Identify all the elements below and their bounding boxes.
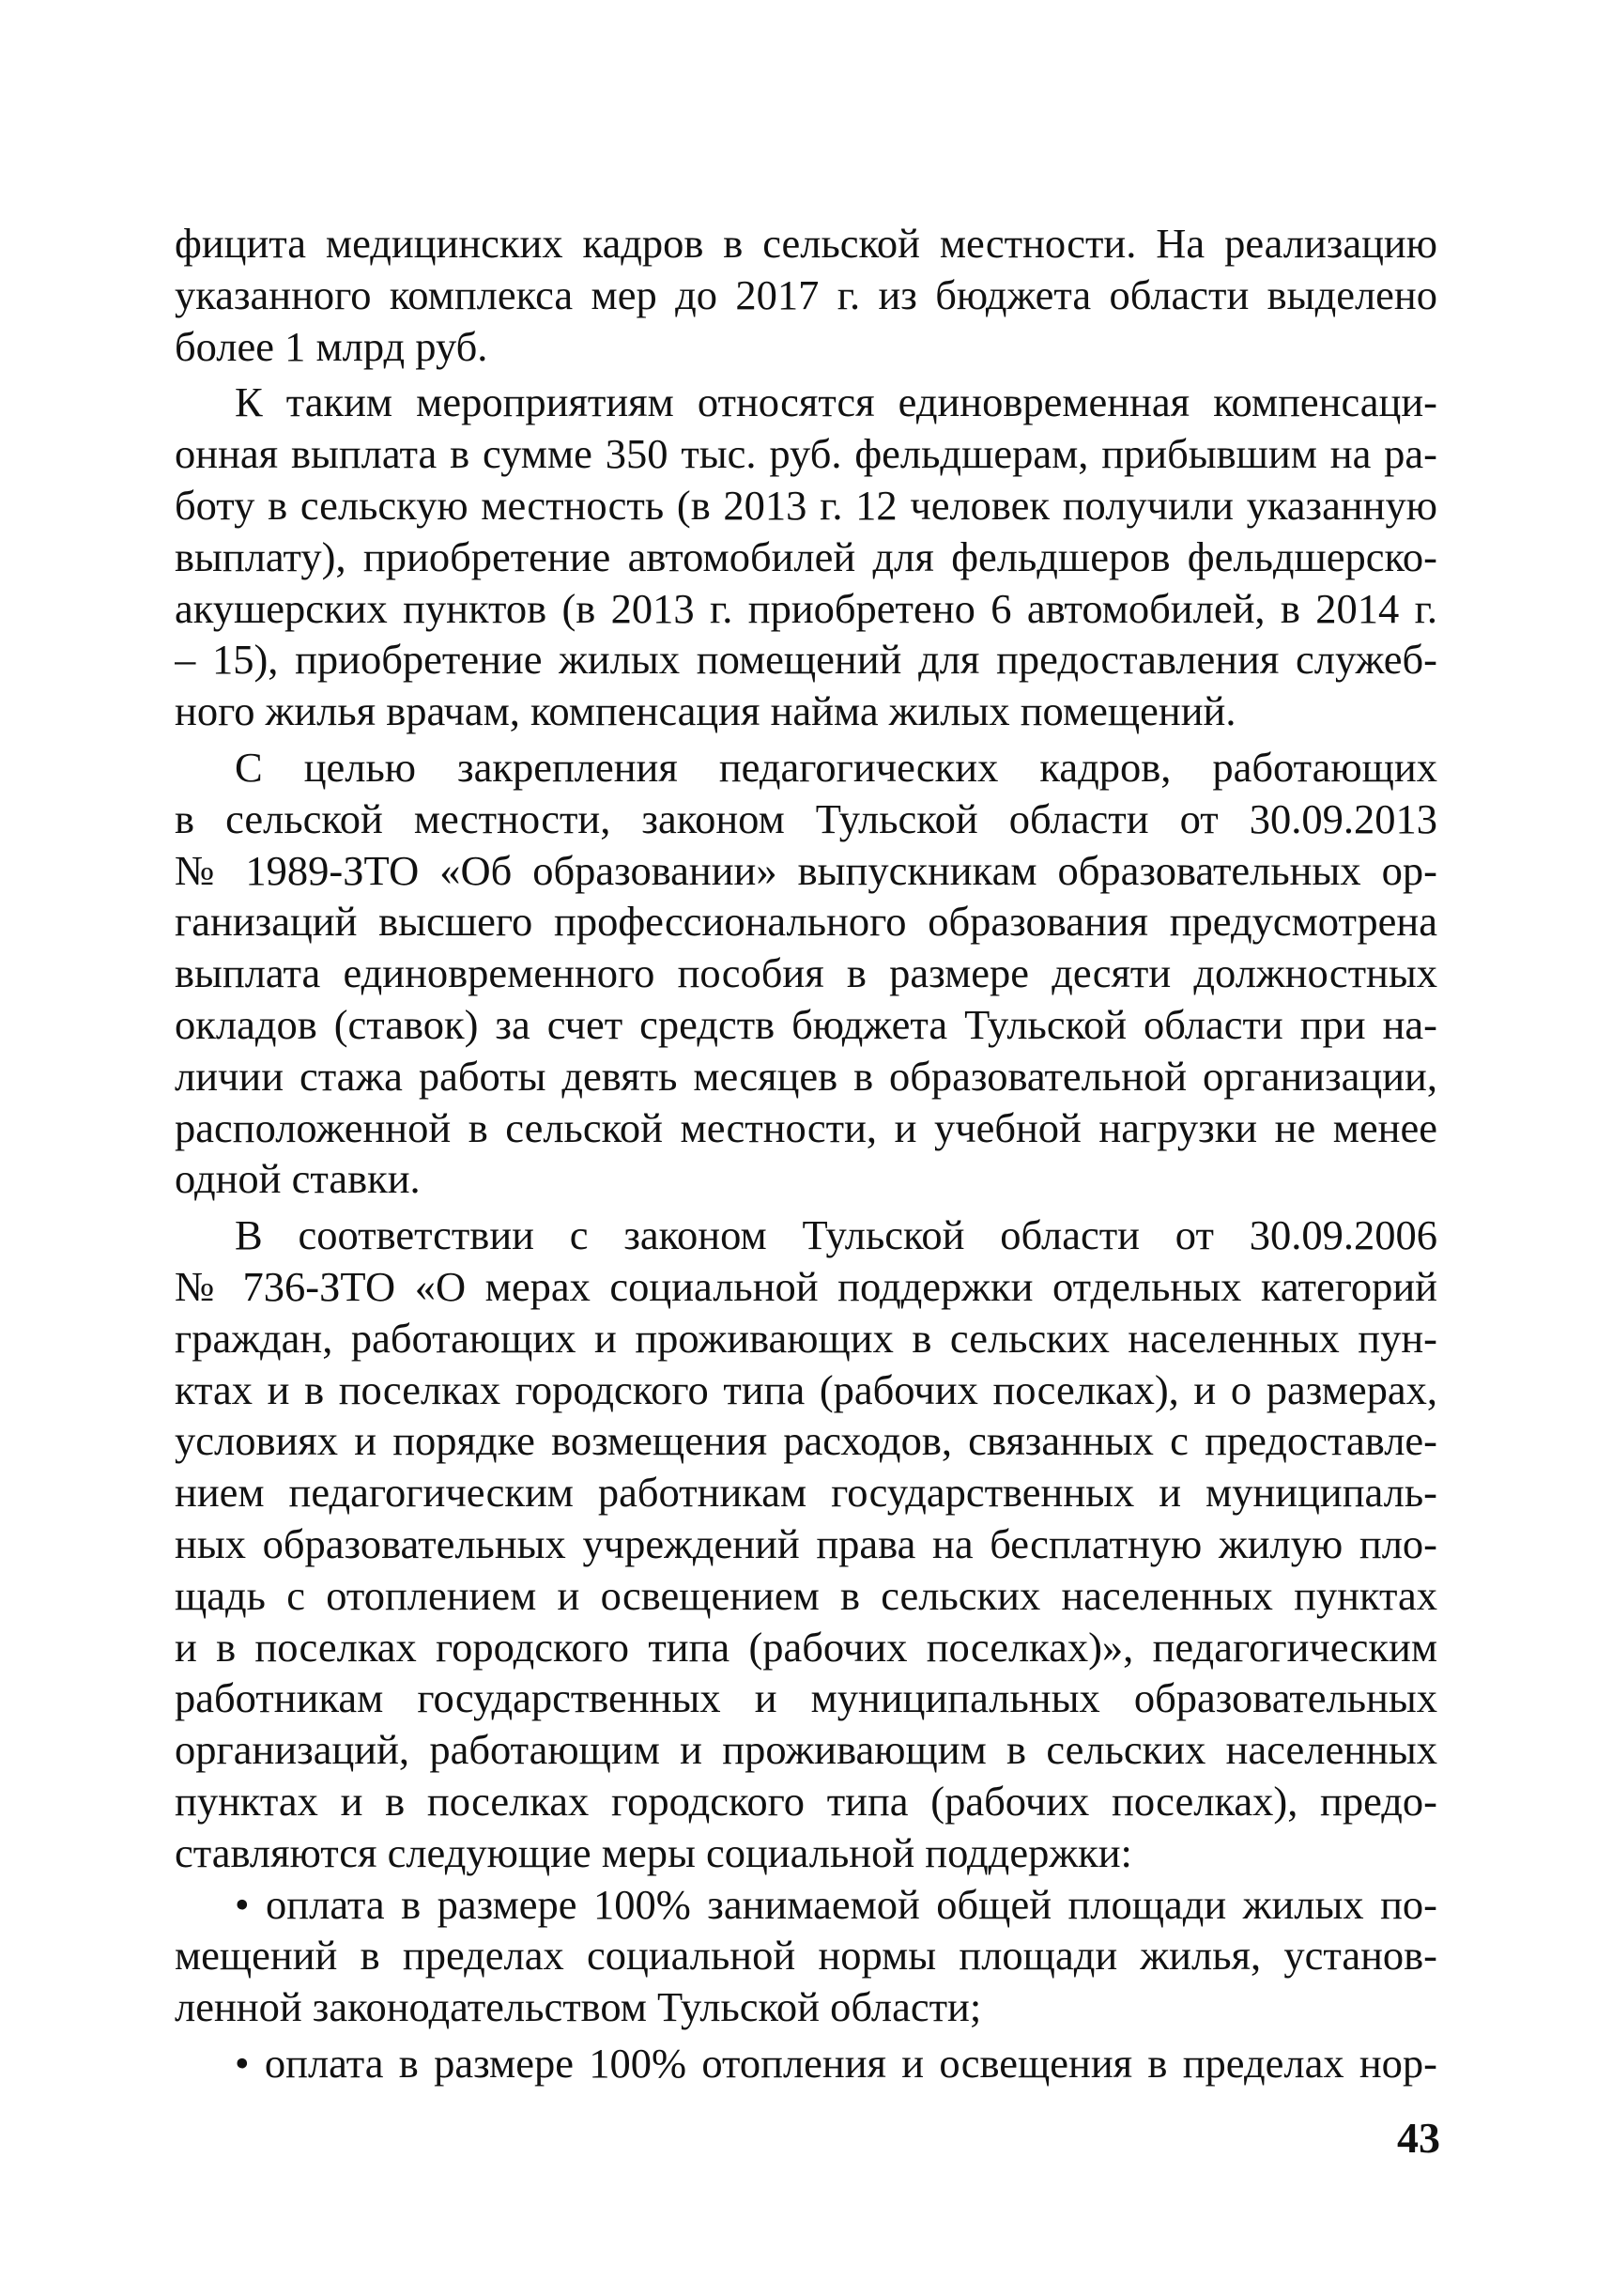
text-line: нием педагогическим работникам государственных и муниципаль- [175,1469,1437,1517]
text-line: одной ставки. [175,1155,421,1203]
text-line: пунктах и в поселках городского типа (рабочих поселках), предо- [175,1777,1437,1825]
text-line: граждан, работающих и проживающих в сельских населенных пун- [175,1314,1437,1362]
bullet-item [175,1879,1437,2033]
text-line: • оплата в размере 100% отопления и освещения в пределах нор- [235,2039,1437,2087]
paragraph [175,1210,1437,1878]
text-line: – 15), приобретение жилых помещений для предоставления служеб- [175,636,1437,684]
paragraph [175,377,1437,737]
bullet-item [175,2038,1437,2089]
text-line: В соответствии с законом Тульской области от 30.09.2006 [235,1211,1437,1259]
text-line: в сельской местности, законом Тульской области от 30.09.2013 [175,794,1437,842]
text-line: ктах и в поселках городского типа (рабочих поселках), и о размерах, [175,1365,1437,1413]
text-line: онная выплата в сумме 350 тыс. руб. фельдшерам, прибывшим на ра- [175,430,1437,478]
text-line: выплата единовременного пособия в размере десяти должностных [175,949,1437,997]
text-line: акушерских пунктов (в 2013 г. приобретено 6 автомобилей, в 2014 г. [175,584,1437,632]
text-line: расположенной в сельской местности, и учебной нагрузки не менее [175,1103,1437,1151]
text-line: ных образовательных учреждений права на бесплатную жилую пло- [175,1519,1437,1567]
text-line: № 736-ЗТО «О мерах социальной поддержки отдельных категорий [175,1262,1437,1310]
text-line: работникам государственных и муниципальных образовательных [175,1674,1437,1722]
text-line: указанного комплекса мер до 2017 г. из бюджета области выделено [175,270,1437,318]
text-line: щадь с отоплением и освещением в сельских населенных пунктах [175,1571,1437,1619]
text-line: мещений в пределах социальной нормы площади жилья, установ- [175,1932,1437,1980]
paragraph [175,742,1437,1205]
text-line: более 1 млрд руб. [175,322,488,370]
text-line: • оплата в размере 100% занимаемой общей площади жилых по- [235,1880,1437,1928]
text-line: боту в сельскую местность (в 2013 г. 12 человек получили указанную [175,481,1437,529]
text-line: организаций, работающим и проживающим в сельских населенных [175,1726,1437,1774]
paragraph [175,218,1437,372]
text-line: выплату), приобретение автомобилей для фельдшеров фельдшерско- [175,532,1437,580]
page-body [175,218,1437,2089]
text-line: С целью закрепления педагогических кадров, работающих [235,743,1437,791]
text-line: ленной законодательством Тульской области; [175,1983,982,2031]
text-line: ного жилья врачам, компенсация найма жилых помещений. [175,687,1236,735]
page-number: 43 [1397,2114,1440,2162]
text-line: ставляются следующие меры социальной поддержки: [175,1828,1132,1876]
text-line: окладов (ставок) за счет средств бюджета Тульской области при на- [175,1000,1437,1048]
text-line: ганизаций высшего профессионального образования предусмотрена [175,898,1437,946]
text-line: условиях и порядке возмещения расходов, связанных с предоставле- [175,1417,1437,1465]
text-line: и в поселках городского типа (рабочих поселках)», педагогическим [175,1623,1437,1671]
text-line: К таким мероприятиям относятся единовременная компенсаци- [235,378,1437,426]
text-line: личии стажа работы девять месяцев в образовательной организации, [175,1052,1437,1100]
text-line: № 1989-ЗТО «Об образовании» выпускникам образовательных ор- [175,846,1437,894]
text-line: фицита медицинских кадров в сельской местности. На реализацию [175,220,1437,267]
